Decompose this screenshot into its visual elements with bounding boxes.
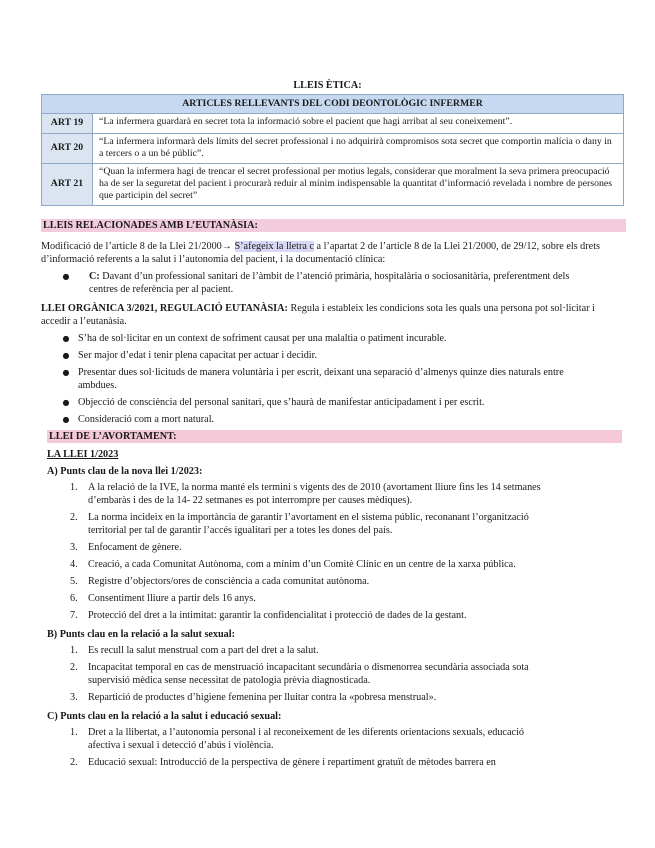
list-item-text: Enfocament de gènere. — [88, 542, 182, 553]
article-number: ART 21 — [42, 163, 93, 205]
list-item-text: Educació sexual: Introducció de la perspectiva de gènere i repartiment gratuït de mètodes barrera en — [88, 757, 496, 768]
list-number: 4. — [70, 559, 78, 570]
list-number: 3. — [70, 692, 78, 703]
list-item — [70, 558, 558, 571]
article-number: ART 19 — [42, 114, 93, 133]
abortion-heading: LLEI DE L’AVORTAMENT: — [47, 430, 622, 443]
section-c-heading: C) Punts clau en la relació a la salut i educació sexual: — [47, 711, 282, 722]
list-item-text: Objecció de consciència del personal sanitari, que s’haurà de manifestar anticipadament i per escrit. — [78, 397, 485, 408]
bullet-icon: ● — [62, 368, 70, 377]
list-item-text: Consentiment lliure a partir dels 16 anys. — [88, 593, 256, 604]
list-item-text: Registre d’objectors/ores de consciència a cada comunitat autònoma. — [88, 576, 370, 587]
article-text: “La infermera guardarà en secret tota la informació sobre el pacient que hagi arribat al seu coneixement”. — [93, 114, 624, 133]
list-item-text: Presentar dues sol·licituds de manera voluntària i per escrit, deixant una separació d’almenys quinze dies naturals entre ambdues. — [78, 367, 564, 391]
bullet-icon: ● — [62, 398, 70, 407]
article-text: “Quan la infermera hagi de trencar el secret professional per motius legals, considerar que moralment la seva primera preocupació ha de ser la seguretat del pacient i procurarà reduir al mínim indispensable la quantitat d’informació revelada i nombre de persones que participin del secret” — [93, 163, 624, 205]
section-a-heading: A) Punts clau de la nova llei 1/2023: — [47, 466, 203, 477]
law-title: LA LLEI 1/2023 — [47, 449, 119, 460]
section-b-heading: B) Punts clau en la relació a la salut sexual: — [47, 629, 236, 640]
ethics-table-header-row — [42, 95, 624, 114]
section-a-list — [70, 481, 558, 622]
list-number: 1. — [70, 727, 78, 738]
list-number: 2. — [70, 757, 78, 768]
list-item — [70, 726, 558, 752]
list-item — [70, 644, 558, 657]
modification-paragraph — [41, 240, 626, 266]
list-item — [70, 691, 558, 704]
bullet-icon: ● — [62, 334, 70, 343]
ethics-table — [41, 94, 624, 206]
list-number: 3. — [70, 542, 78, 553]
list-item-text: S’ha de sol·licitar en un context de sofriment causat per una malaltia o patiment incurable. — [78, 333, 447, 344]
list-item — [62, 332, 578, 345]
list-item — [70, 481, 558, 507]
list-item-text: Dret a la llibertat, a l’autonomia personal i al reconeixement de les diferents orientacions sexuals, educació afectiva i sexual i detecció d’abús i violència. — [88, 727, 524, 751]
list-item — [70, 541, 558, 554]
list-item-text: Incapacitat temporal en cas de menstruació incapacitant secundària o dismenorrea secundària associada sota supervisió mèdica sense necessitat de patologia prèvia diagnosticada. — [88, 662, 529, 686]
article-text: “La infermera informarà dels límits del secret professional i no adquirirà compromisos sota secret que comportin malícia o dany in a tercers o a un bé públic”. — [93, 133, 624, 163]
letter-c-text: Davant d’un professional sanitari de l’àmbit de l’atenció primària, hospitalària o sociosanitària, preferentment dels centres de referència per al pacient. — [89, 271, 570, 295]
section-b-list — [70, 644, 558, 704]
organic-law-text: Regula i estableix les condicions sota les quals una persona pot sol·licitar i accedir a l’eutanàsia. — [41, 303, 595, 327]
list-item — [62, 270, 589, 296]
letter-c-list — [62, 270, 589, 296]
list-item-text: Es recull la salut menstrual com a part del dret a la salut. — [88, 645, 319, 656]
table-row — [42, 163, 624, 205]
list-number: 1. — [70, 645, 78, 656]
list-item — [70, 592, 558, 605]
ethics-table-header: ARTICLES RELLEVANTS DEL CODI DEONTOLÒGIC INFERMER — [42, 95, 624, 114]
modification-text-rest: a l’apartat 2 de l’article 8 de la Llei 21/2000, de 29/12, sobre els drets d’informació referents a la salut i l’autonomia del pacient, i la documentació clínica: — [41, 241, 600, 265]
list-number: 6. — [70, 593, 78, 604]
organic-law-label: LLEI ORGÀNICA 3/2021, REGULACIÓ EUTANÀSIA: — [41, 303, 288, 314]
list-number: 7. — [70, 610, 78, 621]
bullet-icon: ● — [62, 415, 70, 424]
bullet-icon: ● — [62, 272, 70, 281]
list-number: 5. — [70, 576, 78, 587]
list-number: 1. — [70, 482, 78, 493]
list-item — [70, 609, 558, 622]
table-row — [42, 114, 624, 133]
modification-text: Modificació de l’article 8 de la Llei 21/2000→ — [41, 241, 235, 252]
organic-law-paragraph — [41, 302, 626, 328]
euthanasia-requirements-list — [62, 332, 578, 426]
list-item — [70, 511, 558, 537]
list-number: 2. — [70, 512, 78, 523]
table-row — [42, 133, 624, 163]
list-item — [70, 575, 558, 588]
bullet-icon: ● — [62, 351, 70, 360]
modification-highlight: S’afegeix la lletra c — [234, 241, 314, 252]
list-item-text: Protecció del dret a la intimitat: garantir la confidencialitat i protecció de dades de la gestant. — [88, 610, 467, 621]
list-item-text: A la relació de la IVE, la norma manté els termini s vigents des de 2010 (avortament lliure fins les 14 setmanes d’embaràs i des de la 14- 22 setmanes es pot interrompre per causes mèdiques). — [88, 482, 541, 506]
list-item-text: La norma incideix en la importància de garantir l’avortament en el sistema públic, reconanant l’organització territorial per tal de garantir l’accés igualitari per a totes les dones del país. — [88, 512, 529, 536]
list-item-text: Creació, a cada Comunitat Autònoma, com a mínim d’un Comitè Clínic en un centre de la xarxa pública. — [88, 559, 516, 570]
list-item — [62, 349, 578, 362]
section-c-list — [70, 726, 558, 769]
list-item-text: Repartició de productes d’higiene femenina per lluitar contra la «pobresa menstrual». — [88, 692, 437, 703]
list-item — [62, 396, 578, 409]
list-item — [62, 413, 578, 426]
page-title: LLEIS ÈTICA: — [293, 80, 362, 91]
list-item — [70, 661, 558, 687]
list-item-text: Ser major d’edat i tenir plena capacitat per actuar i decidir. — [78, 350, 318, 361]
list-item — [62, 366, 578, 392]
list-number: 2. — [70, 662, 78, 673]
list-item — [70, 756, 558, 769]
article-number: ART 20 — [42, 133, 93, 163]
letter-c-label: C: — [89, 271, 100, 282]
euthanasia-heading: LLEIS RELACIONADES AMB L’EUTANÀSIA: — [41, 219, 626, 232]
list-item-text: Consideració com a mort natural. — [78, 414, 215, 425]
